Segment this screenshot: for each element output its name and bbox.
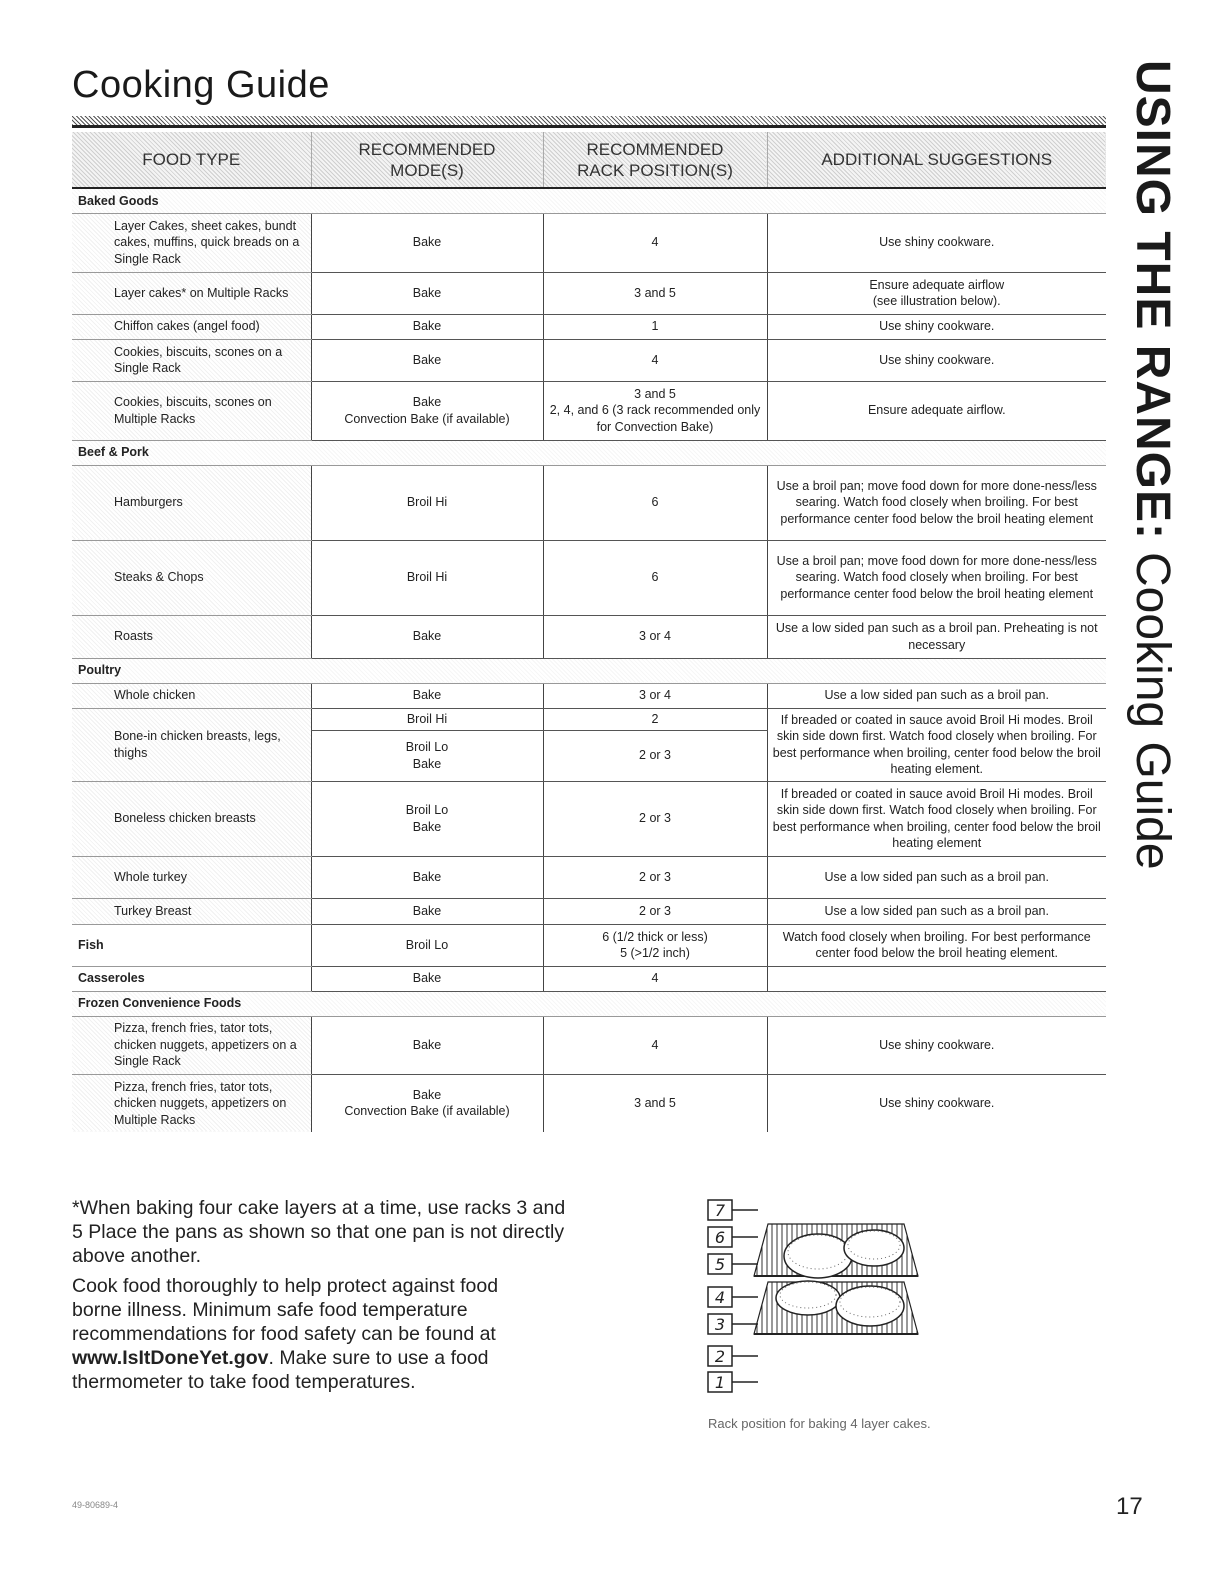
- lower-rack: [754, 1281, 918, 1334]
- rack-label-7: [708, 1200, 758, 1220]
- table-row: Broil Lo Bake 2 or 3: [72, 730, 1106, 781]
- rack-label-6: [708, 1227, 758, 1247]
- rack-labels: [708, 1200, 758, 1392]
- table-row: Hamburgers Broil Hi 6 Use a broil pan; move food down for more done-ness/less searing. Watch food closely when broiling. For best performance center food below the broil heating element: [72, 465, 1106, 540]
- page-number: 17: [1116, 1493, 1143, 1520]
- table-row: Steaks & Chops Broil Hi 6 Use a broil pan; move food down for more done-ness/less searing. Watch food closely when broiling. For best performance center food below the broil heating element: [72, 540, 1106, 615]
- table-row-fish: Fish Broil Lo 6 (1/2 thick or less) 5 (>1/2 inch) Watch food closely when broiling. For best performance center food below the broil heating element.: [72, 924, 1106, 966]
- table-row: Roasts Bake 3 or 4 Use a low sided pan such as a broil pan. Preheating is not necessary: [72, 615, 1106, 658]
- rack-label-2: [708, 1346, 758, 1366]
- header-row: [72, 132, 1106, 188]
- svg-text:5: 5: [714, 1255, 726, 1274]
- document-code: 49-80689-4: [72, 1500, 119, 1510]
- food-safety-note: Cook food thoroughly to help protect against food borne illness. Minimum safe food temperature recommendations for food safety can be found at www.IsItDoneYet.gov. Make sure to use a food thermometer to take food temperatures.: [72, 1275, 499, 1393]
- table-row: Bone-in chicken breasts, legs, thighs Broil Hi 2 If breaded or coated in sauce avoid Broil Hi modes. Broil skin side down first. Watch food closely when broiling. For best performance when broiling, center food below the broil heating element.: [72, 708, 1106, 730]
- table-row: Whole chicken Bake 3 or 4 Use a low sided pan such as a broil pan.: [72, 683, 1106, 708]
- table-row: Cookies, biscuits, scones on a Single Rack Bake 4 Use shiny cookware.: [72, 339, 1106, 381]
- page-title: Cooking Guide: [72, 64, 330, 106]
- rack-label-5: [708, 1254, 758, 1274]
- rack-position-diagram: [706, 1194, 966, 1394]
- header-food-type: FOOD TYPE: [72, 132, 311, 188]
- category-poultry: Poultry: [72, 658, 1106, 683]
- table-row: Pizza, french fries, tator tots, chicken nuggets, appetizers on Multiple Racks Bake Convection Bake (if available) 3 and 5 Use shiny cookware.: [72, 1074, 1106, 1132]
- side-tab-section: USING THE RANGE:: [1126, 60, 1180, 541]
- table-row: Cookies, biscuits, scones on Multiple Racks Bake Convection Bake (if available) 3 and 5 2, 4, and 6 (3 rack recommended only for Convection Bake) Ensure adequate airflow.: [72, 381, 1106, 440]
- category-baked-goods: Baked Goods: [72, 188, 1106, 213]
- category-frozen-convenience: Frozen Convenience Foods: [72, 991, 1106, 1016]
- table-row: Boneless chicken breasts Broil Lo Bake 2 or 3 If breaded or coated in sauce avoid Broil Hi modes. Broil skin side down first. Watch food closely when broiling. For best performance when broiling, center food below the broil heating element: [72, 781, 1106, 856]
- table-row: Pizza, french fries, tator tots, chicken nuggets, appetizers on a Single Rack Bake 4 Use shiny cookware.: [72, 1016, 1106, 1074]
- svg-text:7: 7: [714, 1201, 726, 1220]
- svg-text:3: 3: [714, 1315, 726, 1334]
- rack-label-3: [708, 1314, 758, 1334]
- figure-caption: Rack position for baking 4 layer cakes.: [708, 1416, 931, 1431]
- table-row: Turkey Breast Bake 2 or 3 Use a low sided pan such as a broil pan.: [72, 898, 1106, 924]
- table-row: Layer cakes* on Multiple Racks Bake 3 and 5 Ensure adequate airflow (see illustration below).: [72, 272, 1106, 314]
- side-tab-topic: Cooking Guide: [1126, 552, 1180, 870]
- header-suggestions: ADDITIONAL SUGGESTIONS: [767, 132, 1106, 188]
- category-beef-pork: Beef & Pork: [72, 440, 1106, 465]
- svg-text:6: 6: [714, 1228, 726, 1247]
- upper-rack: [754, 1224, 918, 1278]
- side-tab: [1118, 60, 1188, 870]
- table-row: Layer Cakes, sheet cakes, bundt cakes, muffins, quick breads on a Single Rack Bake 4 Use shiny cookware.: [72, 213, 1106, 272]
- table-row-casseroles: Casseroles Bake 4: [72, 966, 1106, 991]
- svg-text:4: 4: [714, 1288, 726, 1307]
- food-safety-link: www.IsItDoneYet.gov: [72, 1347, 269, 1369]
- table-row: Chiffon cakes (angel food) Bake 1 Use shiny cookware.: [72, 314, 1106, 339]
- svg-text:2: 2: [714, 1347, 726, 1366]
- rack-label-1: [708, 1372, 758, 1392]
- header-rack-positions: RECOMMENDED RACK POSITION(S): [543, 132, 767, 188]
- svg-text:1: 1: [714, 1373, 726, 1392]
- rack-label-4: [708, 1287, 758, 1307]
- title-rule: [72, 116, 1106, 128]
- table-row: Whole turkey Bake 2 or 3 Use a low sided pan such as a broil pan.: [72, 856, 1106, 898]
- header-modes: RECOMMENDED MODE(S): [311, 132, 543, 188]
- cake-layers-note: *When baking four cake layers at a time, use racks 3 and 5 Place the pans as shown so that one pan is not directly above another.: [72, 1197, 566, 1267]
- cooking-guide-table: [72, 132, 1106, 1132]
